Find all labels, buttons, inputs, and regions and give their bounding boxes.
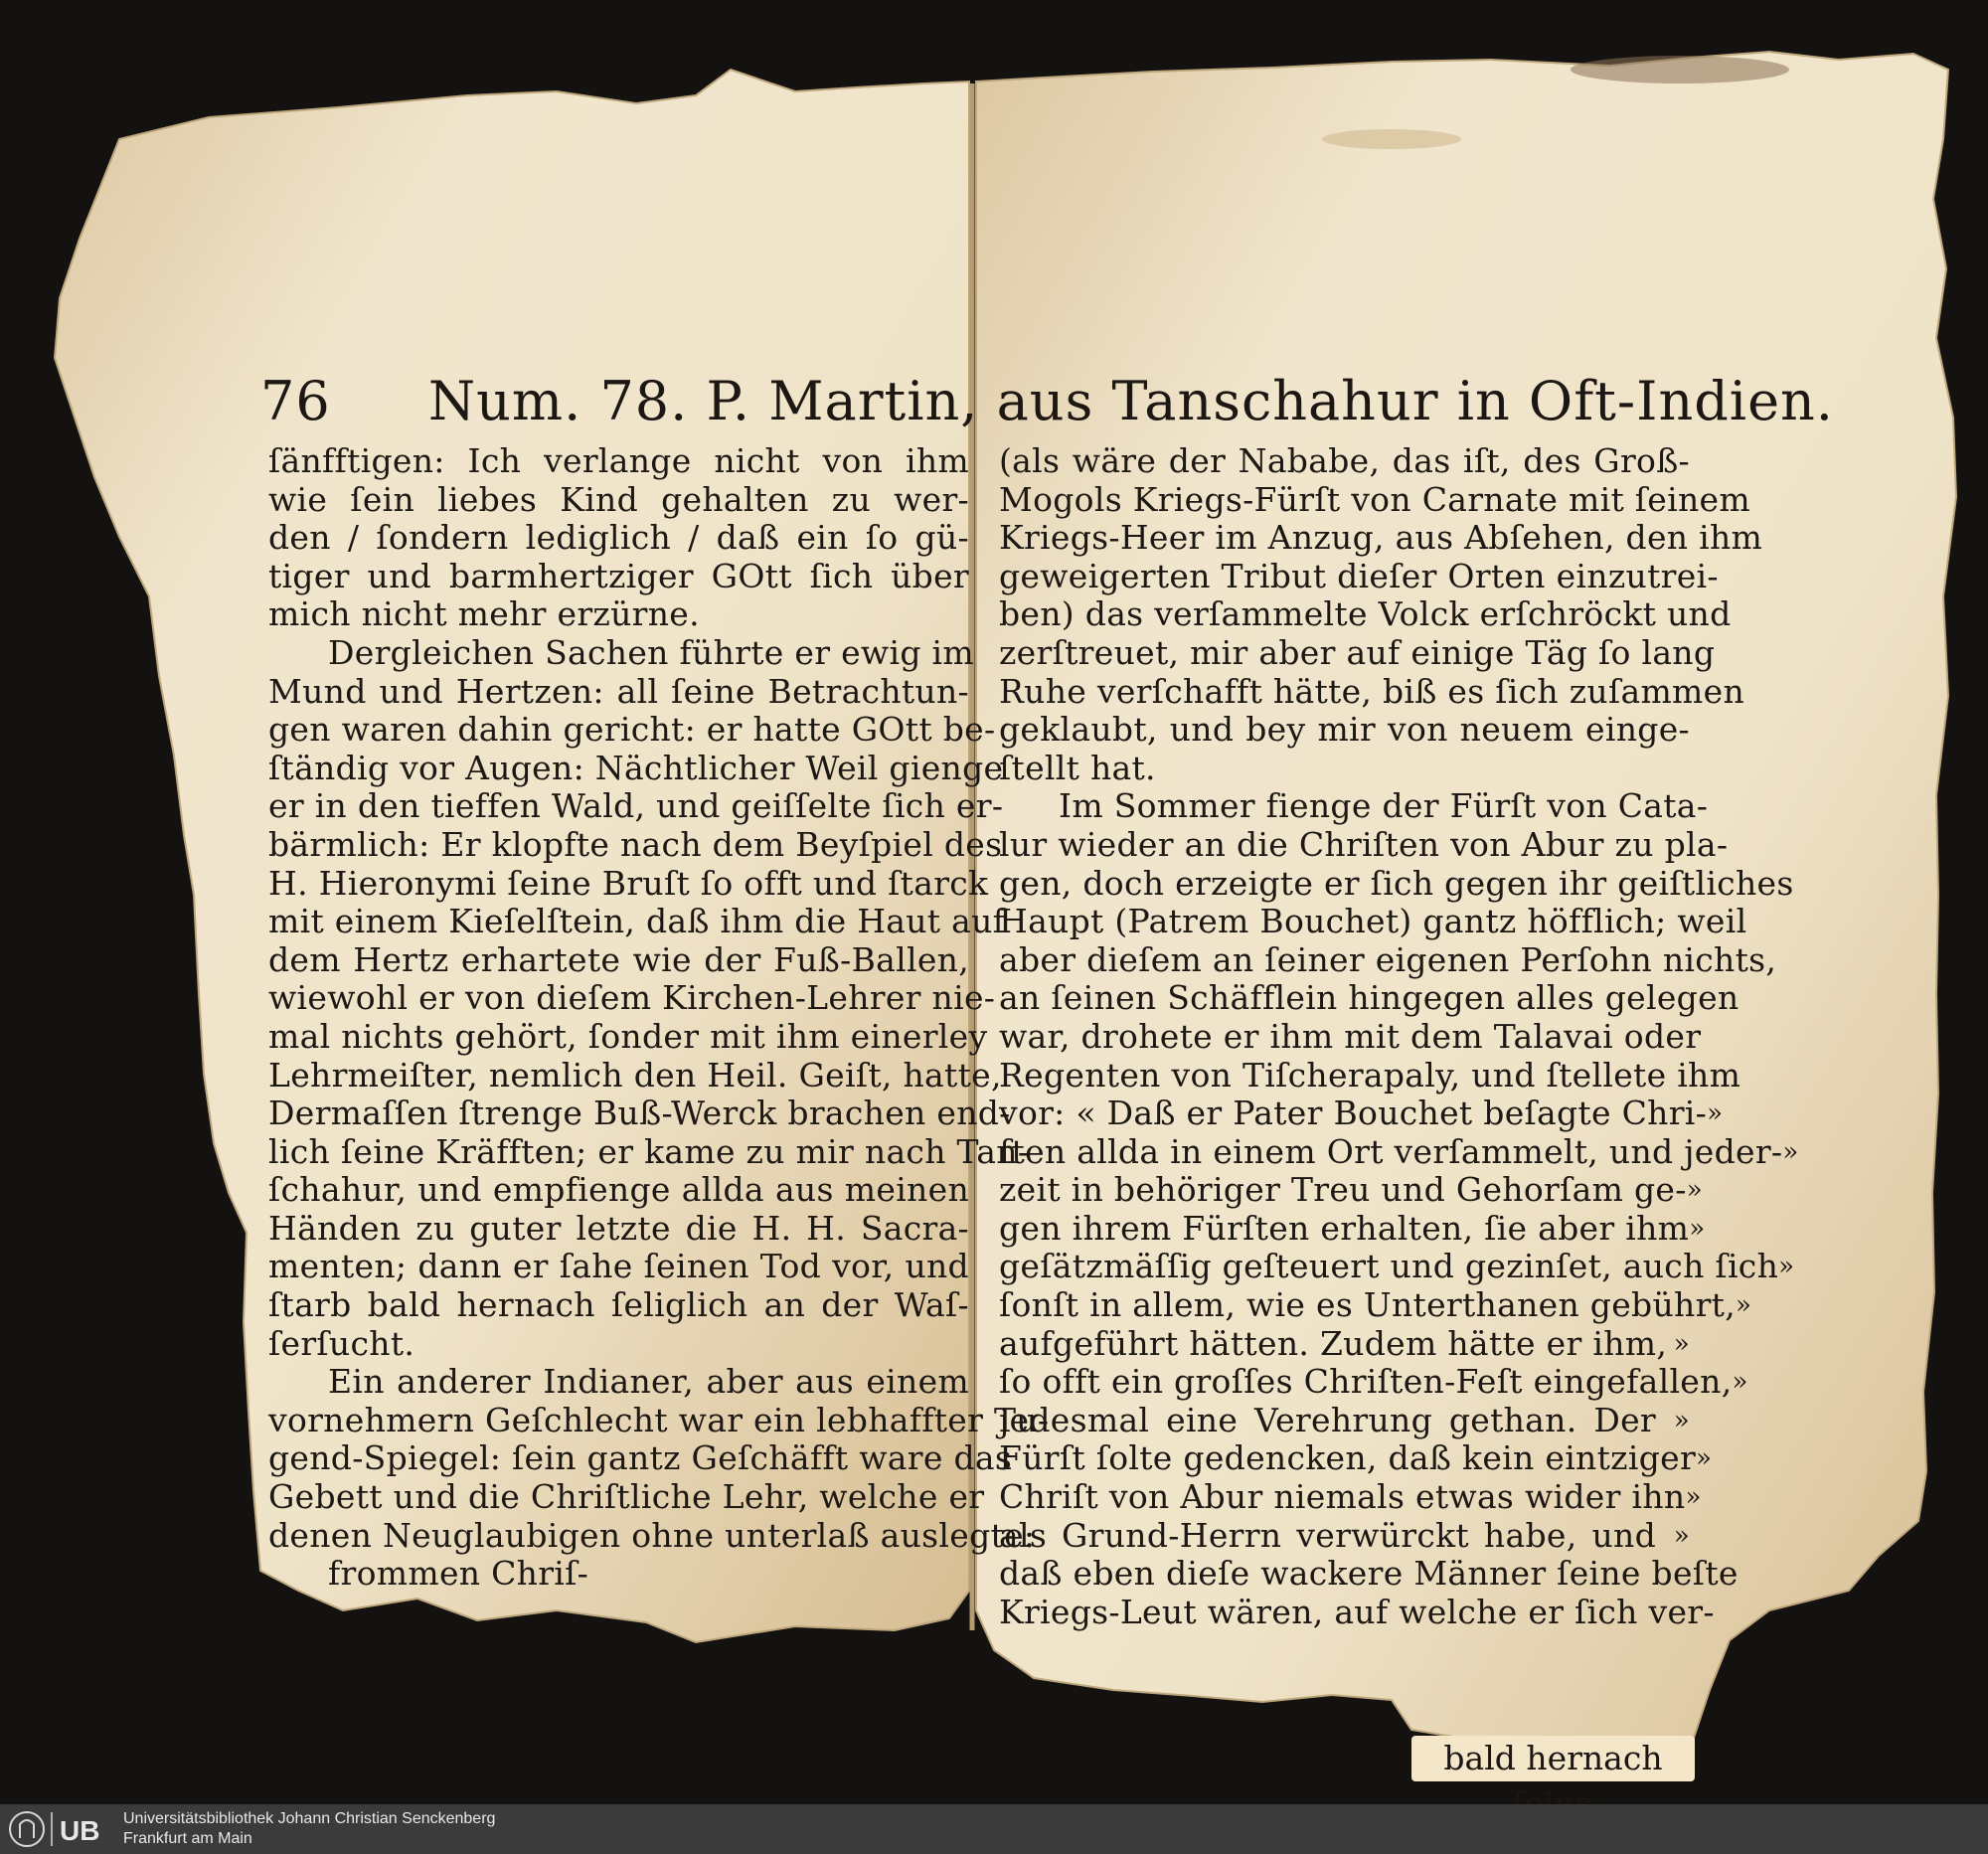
- text-line: [999, 1325, 1690, 1364]
- text-line-content: gend-Spiegel: ſein gantz Geſchäfft ware das: [268, 1438, 1013, 1478]
- text-line: [999, 1517, 1690, 1556]
- text-line-content: Regenten von Tiſcherapaly, und ſtellete ihm: [999, 1055, 1741, 1095]
- text-line: [999, 556, 1719, 596]
- text-line: [999, 1170, 1703, 1210]
- text-line: [268, 1286, 969, 1325]
- text-line: [268, 1248, 969, 1286]
- text-line-content: Haupt (Patrem Bouchet) gantz höfflich; weil: [999, 902, 1747, 941]
- text-line: [999, 1285, 1752, 1325]
- text-line: [999, 1094, 1724, 1133]
- text-line: [999, 1402, 1690, 1440]
- running-head: [260, 370, 1834, 439]
- text-line-content: ſänfftigen: Ich verlange nicht von ihm: [268, 441, 969, 480]
- text-line-content: geweigerten Tribut dieſer Orten einzutrei-: [999, 556, 1719, 595]
- quote-mark: »: [1696, 1443, 1713, 1474]
- text-line: [999, 824, 1729, 865]
- text-line-content: lur wieder an die Chriſten von Abur zu pla-: [999, 824, 1729, 864]
- text-line: [268, 710, 996, 750]
- right-text-column: [999, 441, 1799, 1631]
- text-line-content: dem Hertz erhartete wie der Fuß-Ballen,: [268, 939, 969, 979]
- text-line: [268, 1094, 1011, 1133]
- text-line-content: Chriſt von Abur niemals etwas wider ihn: [999, 1477, 1686, 1517]
- footer-line-2: Frankfurt am Main: [123, 1830, 252, 1847]
- footer-bar: [0, 1804, 1988, 1854]
- text-line: [999, 786, 1709, 826]
- text-line: [268, 902, 1006, 941]
- left-text-column: [268, 441, 1050, 1594]
- page-number: 76: [260, 370, 331, 432]
- text-line-content: geklaubt, und bey mir von neuem einge-: [999, 710, 1690, 750]
- quote-mark: »: [1686, 1175, 1703, 1206]
- text-line: [999, 1592, 1715, 1632]
- text-line: [999, 939, 1777, 980]
- text-line-content: ſten allda in einem Ort verſammelt, und jeder-: [999, 1131, 1783, 1171]
- text-line-content: Lehrmeiſter, nemlich den Heil. Geiſt, hatte,: [268, 1055, 1002, 1095]
- quote-mark: »: [1689, 1213, 1706, 1244]
- text-line: [268, 978, 996, 1018]
- text-line: [999, 594, 1732, 634]
- text-line-content: vor: « Daß er Pater Bouchet beſagte Chri-: [999, 1094, 1708, 1133]
- text-line-content: jedesmal eine Verehrung gethan. Der: [999, 1400, 1656, 1439]
- text-line-content: denen Neuglaubigen ohne unterlaß auslegte:: [268, 1515, 1036, 1555]
- text-line-content: ſchahur, und empfienge allda aus meinen: [268, 1170, 969, 1210]
- text-line: [268, 1555, 969, 1594]
- text-line-content: Fürſt ſolte gedencken, daß kein eintziger: [999, 1438, 1697, 1478]
- text-line: [999, 442, 1690, 481]
- text-line-content: tiger und barmhertziger GOtt ſich über: [268, 556, 969, 595]
- ub-logo-icon: [8, 1810, 115, 1848]
- text-line-content: war, drohete er ihm mit dem Talavai oder: [999, 1016, 1702, 1056]
- quote-mark: »: [1673, 1328, 1690, 1359]
- text-line: [999, 1554, 1739, 1594]
- text-line-content: Im Sommer fienge der Fürſt von Cata-: [1059, 786, 1709, 826]
- text-line-content: ben) das verſammelte Volck erſchröckt und: [999, 594, 1732, 634]
- text-line: [268, 941, 969, 980]
- text-line-content: ſonſt in allem, wie es Unterthanen gebührt,: [999, 1285, 1737, 1325]
- text-line-content: mit einem Kieſelſtein, daß ihm die Haut auf: [268, 902, 1006, 941]
- text-line: [268, 558, 969, 596]
- text-line: [999, 1016, 1702, 1057]
- text-line: [999, 1208, 1706, 1249]
- text-line-content: aufgeführt hätten. Zudem hätte er ihm,: [999, 1323, 1668, 1363]
- text-line-content: wiewohl er von dieſem Kirchen-Lehrer nie-: [268, 978, 996, 1018]
- text-line-content: wie ſein liebes Kind gehalten zu wer-: [268, 479, 969, 519]
- text-line-content: vornehmern Geſchlecht war ein lebhaffter Tu-: [268, 1400, 1050, 1439]
- text-line: [999, 671, 1745, 712]
- text-line-content: er in den tieffen Wald, und geiſſelte ſich er-: [268, 786, 1004, 826]
- text-line-content: als Grund-Herrn verwürckt habe, und: [999, 1515, 1656, 1555]
- text-line: [268, 1171, 969, 1210]
- quote-mark: »: [1782, 1136, 1799, 1167]
- text-line: [268, 1325, 969, 1364]
- text-line-content: Kriegs-Heer im Anzug, aus Abſehen, den ihm: [999, 518, 1763, 558]
- text-line: [268, 1210, 969, 1249]
- text-line-content: Ruhe verſchafft hätte, biß es ſich zuſammen: [999, 671, 1745, 711]
- text-line-content: daß eben dieſe wackere Männer ſeine beſte: [999, 1554, 1739, 1594]
- text-line: [268, 673, 969, 712]
- text-line-content: ſo offt ein groſſes Chriſten-Feſt eingefallen,: [999, 1362, 1733, 1402]
- text-line: [268, 1477, 985, 1517]
- text-line-content: ſtellt hat.: [999, 748, 1156, 787]
- text-line: [268, 748, 1004, 788]
- text-line-content: ſtarb bald hernach ſeliglich an der Waſ-: [268, 1285, 969, 1325]
- text-line: [268, 519, 969, 558]
- footer-line-1: Universitätsbibliothek Johann Christian Senckenberg: [123, 1810, 496, 1827]
- text-line: [999, 479, 1750, 520]
- text-line: [268, 481, 969, 520]
- text-line: [268, 1363, 969, 1402]
- catchword: bald hernach: [1411, 1736, 1695, 1781]
- text-line-content: aber dieſem an ſeiner eigenen Perſohn nichts,: [999, 939, 1777, 979]
- text-line-content: zeit in behöriger Treu und Gehorſam ge-: [999, 1170, 1687, 1210]
- text-line-content: Dergleichen Sachen führte er ewig im: [328, 632, 974, 672]
- text-line-content: lich ſeine Kräfften; er kame zu mir nach Tan-: [268, 1131, 1030, 1171]
- text-line-content: Ein anderer Indianer, aber aus einem: [328, 1362, 969, 1402]
- text-line: [999, 863, 1794, 904]
- text-line-content: zerſtreuet, mir aber auf einige Täg ſo lang: [999, 632, 1716, 672]
- text-line-content: ſerſucht.: [268, 1323, 415, 1363]
- text-line-content: mich nicht mehr erzürne.: [268, 594, 700, 634]
- text-line-content: menten; dann er ſahe ſeinen Tod vor, und: [268, 1247, 969, 1286]
- quote-mark: »: [1673, 1520, 1690, 1551]
- text-line: [999, 978, 1740, 1018]
- text-line: [268, 1515, 1036, 1556]
- text-line: [268, 595, 969, 634]
- text-line-content: ſtändig vor Augen: Nächtlicher Weil gienge: [268, 748, 1004, 787]
- text-line: [999, 711, 1690, 750]
- text-line-content: gen ihrem Fürſten erhalten, ſie aber ihm: [999, 1208, 1690, 1248]
- text-line-content: an ſeinen Schäfflein hingegen alles gelegen: [999, 978, 1740, 1018]
- text-line-content: mal nichts gehört, ſonder mit ihm einerley: [268, 1016, 988, 1056]
- quote-mark: »: [1673, 1405, 1690, 1435]
- text-line: [268, 786, 1004, 826]
- stain: [1322, 129, 1461, 149]
- text-line-content: gen waren dahin gericht: er hatte GOtt be-: [268, 710, 996, 750]
- text-line: [999, 632, 1716, 673]
- text-line: [999, 1477, 1702, 1517]
- text-line: [268, 1131, 1030, 1172]
- text-line-content: H. Hieronymi ſeine Bruſt ſo offt und ſtarck: [268, 863, 989, 903]
- text-line-content: Mund und Hertzen: all ſeine Betrachtun-: [268, 671, 969, 711]
- text-line-content: geſätzmäſſig geſteuert und gezinſet, auch ſich: [999, 1247, 1779, 1286]
- quote-mark: »: [1685, 1482, 1702, 1513]
- text-line: [268, 1055, 1002, 1096]
- text-line-content: den / ſondern lediglich / daß ein ſo gü-: [268, 518, 969, 558]
- text-line: [268, 632, 974, 673]
- quote-mark: »: [1707, 1098, 1724, 1129]
- text-line: [999, 750, 1690, 788]
- text-line: [999, 1055, 1741, 1096]
- text-line: [268, 824, 1003, 865]
- text-line: [268, 1400, 1050, 1440]
- text-line-content: Mogols Kriegs-Fürſt von Carnate mit ſeinem: [999, 479, 1750, 519]
- text-line: [268, 442, 969, 481]
- running-head-title: Num. 78. P. Martin, aus Tanschahur in Oft-Indien.: [427, 370, 1834, 432]
- text-line-content: Gebett und die Chriſtliche Lehr, welche er: [268, 1477, 985, 1517]
- text-line-content: frommen Chriſ-: [328, 1554, 589, 1594]
- footer-institution: [123, 1809, 495, 1849]
- text-line-content: (als wäre der Nababe, das iſt, des Groß-: [999, 441, 1690, 480]
- text-line-content: gen, doch erzeigte er ſich gegen ihr geiſtliches: [999, 863, 1794, 903]
- text-line: [999, 518, 1763, 558]
- text-line: [268, 1438, 1013, 1478]
- text-line: [999, 902, 1747, 941]
- text-line: [999, 1247, 1795, 1286]
- text-line-content: Kriegs-Leut wären, auf welche er ſich ver-: [999, 1592, 1715, 1631]
- quote-mark: »: [1732, 1367, 1748, 1398]
- text-line-content: Händen zu guter letzte die H. H. Sacra-: [268, 1208, 969, 1248]
- quote-mark: »: [1778, 1252, 1795, 1282]
- quote-mark: »: [1736, 1290, 1752, 1321]
- text-line: [999, 1131, 1799, 1172]
- stain: [1571, 56, 1789, 84]
- text-line: [268, 1016, 988, 1057]
- text-line: [999, 1362, 1748, 1402]
- text-line: [999, 1438, 1713, 1478]
- text-line: [268, 863, 989, 904]
- ub-logo-text: UB: [60, 1815, 100, 1846]
- text-line-content: Dermaſſen ſtrenge Buß-Werck brachen end-: [268, 1094, 1011, 1133]
- text-line-content: bärmlich: Er klopfte nach dem Beyſpiel des: [268, 824, 1003, 864]
